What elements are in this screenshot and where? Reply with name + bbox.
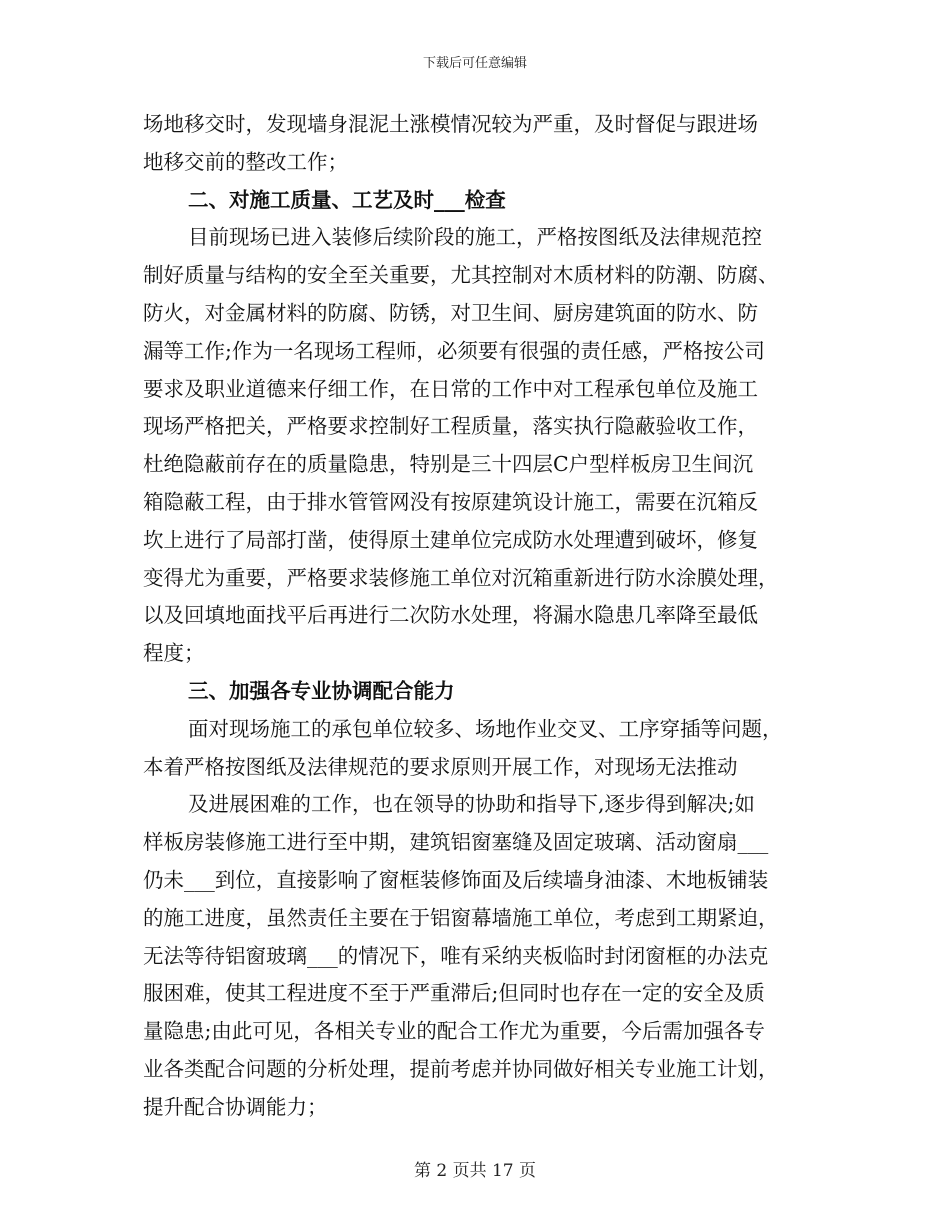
text-line: 漏等工作;作为一名现场工程师，必须要有很强的责任感，严格按公司 <box>143 338 765 363</box>
section-heading: 二、对施工质量、工艺及时___检查 <box>188 187 506 212</box>
text-line: 程度； <box>143 641 205 666</box>
text-line: 服困难，使其工程进度不至于严重滞后;但同时也存在一定的安全及质 <box>143 981 765 1006</box>
page-number: 第 2 页共 17 页 <box>413 1161 537 1181</box>
text-line: 面对现场施工的承包单位较多、场地作业交叉、工序穿插等问题， <box>188 716 783 741</box>
text-line: 坎上进行了局部打凿，使得原土建单位完成防水处理遭到破坏，修复 <box>143 527 758 552</box>
text-line: 变得尤为重要，严格要求装修施工单位对沉箱重新进行防水涂膜处理， <box>143 565 779 590</box>
text-line: 无法等待铝窗玻璃___的情况下，唯有采纳夹板临时封闭窗框的办法克 <box>143 943 769 968</box>
text-line: 目前现场已进入装修后续阶段的施工，严格按图纸及法律规范控 <box>188 225 762 250</box>
text-line: 提升配合协调能力； <box>143 1094 328 1119</box>
text-line: 现场严格把关，严格要求控制好工程质量，落实执行隐蔽验收工作， <box>143 414 758 439</box>
text-line: 制好质量与结构的安全至关重要，尤其控制对木质材料的防潮、防腐、 <box>143 263 779 288</box>
text-line: 仍未___到位，直接影响了窗框装修饰面及后续墙身油漆、木地板铺装 <box>143 867 769 892</box>
text-line: 场地移交时，发现墙身混泥土涨模情况较为严重，及时督促与跟进场 <box>143 112 758 136</box>
document-body <box>143 106 811 1127</box>
page-header-note: 下载后可任意编辑 <box>422 56 527 71</box>
text-line: 业各类配合问题的分析处理，提前考虑并协同做好相关专业施工计划， <box>143 1056 779 1081</box>
text-line: 及进展困难的工作，也在领导的协助和指导下,逐步得到解决;如 <box>188 792 755 817</box>
text-line: 要求及职业道德来仔细工作，在日常的工作中对工程承包单位及施工 <box>143 376 758 401</box>
text-line: 防火，对金属材料的防腐、防锈，对卫生间、厨房建筑面的防水、防 <box>143 300 758 325</box>
section-heading: 三、加强各专业协调配合能力 <box>188 678 455 703</box>
text-line: 箱隐蔽工程，由于排水管管网没有按原建筑设计施工，需要在沉箱反 <box>143 489 758 514</box>
text-line: 地移交前的整改工作； <box>143 149 348 174</box>
text-line: 量隐患;由此可见，各相关专业的配合工作尤为重要，今后需加强各专 <box>143 1019 765 1044</box>
text-line: 本着严格按图纸及法律规范的要求原则开展工作，对现场无法推动 <box>143 754 738 779</box>
text-line: 以及回填地面找平后再进行二次防水处理，将漏水隐患几率降至最低 <box>143 603 758 628</box>
text-line: 杜绝隐蔽前存在的质量隐患，特别是三十四层C户型样板房卫生间沉 <box>143 452 754 477</box>
text-line: 的施工进度，虽然责任主要在于铝窗幕墙施工单位，考虑到工期紧迫， <box>143 905 779 930</box>
text-line: 样板房装修施工进行至中期，建筑铝窗塞缝及固定玻璃、活动窗扇___ <box>143 830 769 855</box>
